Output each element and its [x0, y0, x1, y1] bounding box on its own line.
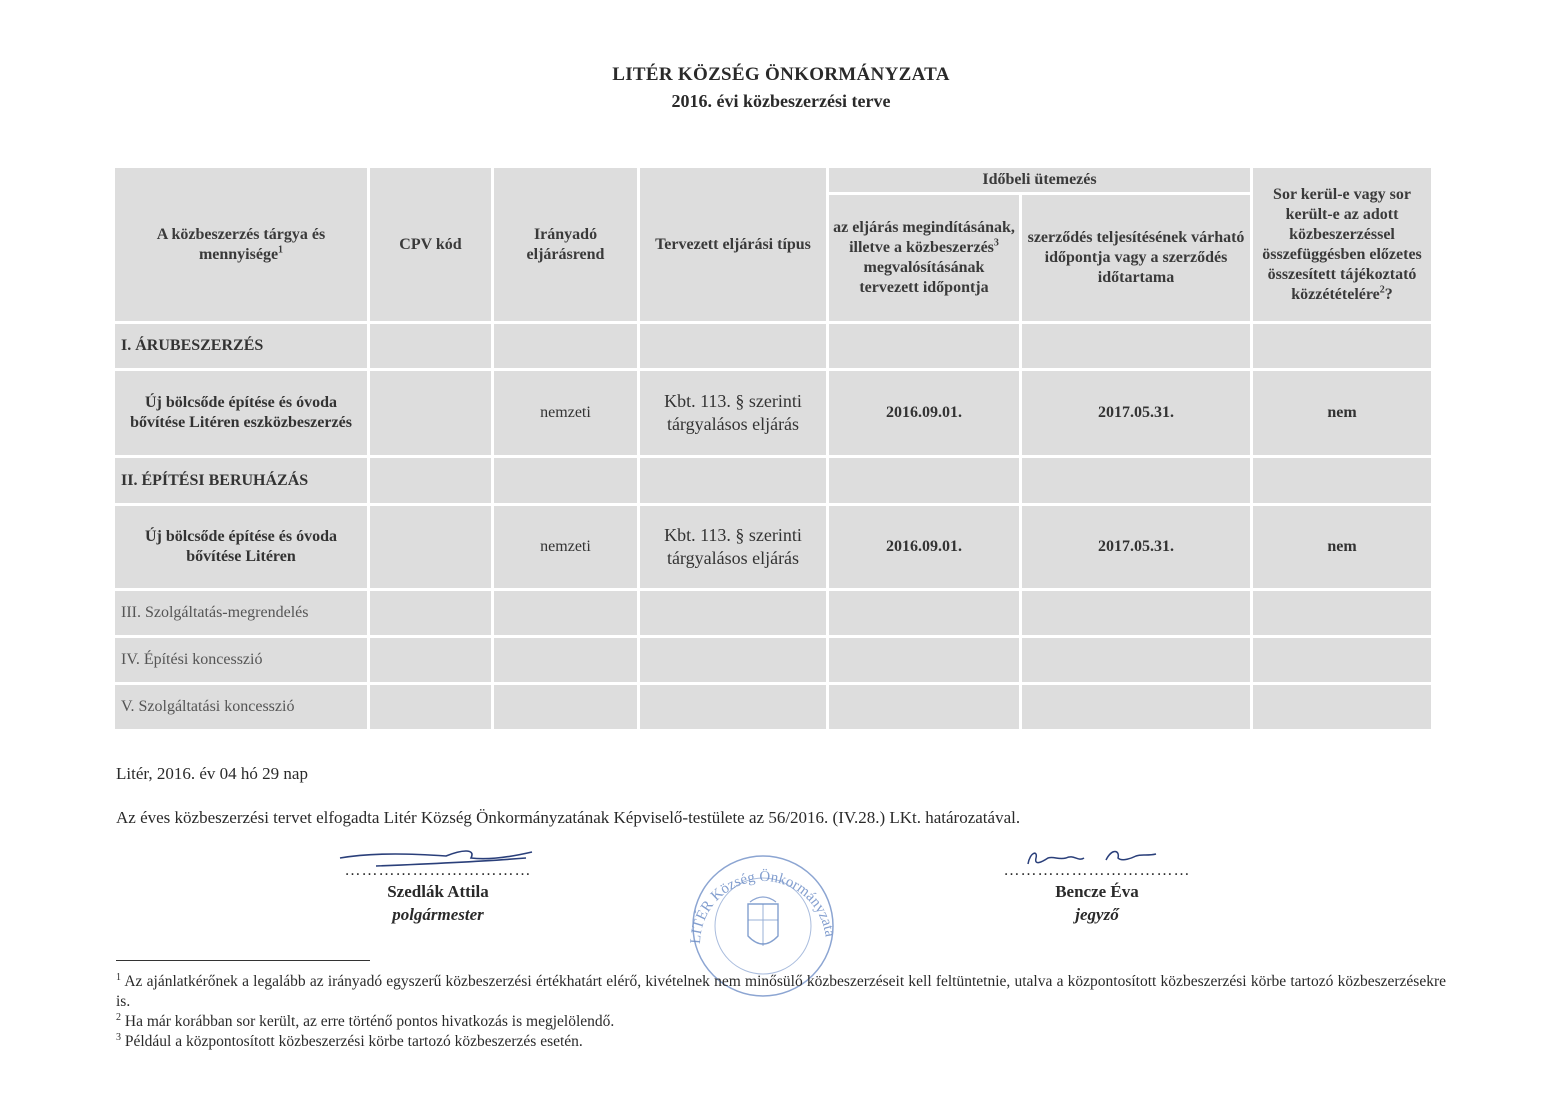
section-works-concession: IV. Építési koncesszió: [115, 638, 367, 682]
document-title: LITÉR KÖZSÉG ÖNKORMÁNYZATA: [612, 64, 950, 85]
row2-type: Kbt. 113. § szerinti tárgyalásos eljárás: [640, 506, 826, 588]
place-date: Litér, 2016. év 04 hó 29 nap: [116, 764, 308, 783]
handwritten-signature-notary: [1022, 844, 1172, 870]
section-row: [115, 324, 1431, 368]
footnote-divider: [116, 960, 370, 961]
section-goods: I. ÁRUBESZERZÉS: [115, 324, 367, 368]
row1-type: Kbt. 113. § szerinti tárgyalásos eljárás: [640, 371, 826, 455]
header-cpv: CPV kód: [370, 168, 491, 321]
signature-block-notary: [972, 850, 1222, 926]
header-subject: A közbeszerzés tárgya és mennyisége$^1$: [115, 168, 367, 321]
section-row: [115, 685, 1431, 729]
row1-start: 2016.09.01.: [829, 371, 1019, 455]
row2-subject: Új bölcsőde építése és óvoda bővítése Litéren: [115, 506, 367, 588]
row2-regime: nemzeti: [494, 506, 637, 588]
header-end: szerződés teljesítésének várható időpontja vagy a szerződés időtartama: [1022, 195, 1250, 321]
footnotes: [116, 972, 1446, 1052]
section-construction: II. ÉPÍTÉSI BERUHÁZÁS: [115, 458, 367, 503]
footnote-1: $^1$ Az ajánlatkérőnek a legalább az irányadó egyszerű közbeszerzési értékhatárt elérő, kivételnek nem minősülő közbeszerzéseit kell feltüntetnie, utalva a központosított közbeszerzési körbe tartozó közbeszerzésekre is.: [116, 971, 1446, 1010]
signer-name-mayor: Szedlák Attila: [387, 882, 489, 901]
row2-start: 2016.09.01.: [829, 506, 1019, 588]
section-row: [115, 591, 1431, 635]
header-start: az eljárás megindításának, illetve a közbeszerzés$^3$ megvalósításának tervezett időpontja: [829, 195, 1019, 321]
footnote-2: $^2$ Ha már korábban sor került, az erre történő pontos hivatkozás is megjelölendő.: [116, 1011, 615, 1030]
section-services: III. Szolgáltatás-megrendelés: [115, 591, 367, 635]
section-service-concession: V. Szolgáltatási koncesszió: [115, 685, 367, 729]
header-schedule: Időbeli ütemezés: [829, 168, 1250, 192]
table-row: [115, 506, 1431, 588]
handwritten-signature-mayor: [336, 846, 536, 872]
header-type: Tervezett eljárási típus: [640, 168, 826, 321]
procurement-plan-table: [112, 165, 1434, 732]
row1-cpv: [370, 371, 491, 455]
row1-subject: Új bölcsőde építése és óvoda bővítése Litéren eszközbeszerzés: [115, 371, 367, 455]
row1-end: 2017.05.31.: [1022, 371, 1250, 455]
header-notice: Sor kerül-e vagy sor került-e az adott közbeszerzéssel összefüggésben előzetes összesített tájékoztató közzétételére$^2$?: [1253, 168, 1431, 321]
row1-regime: nemzeti: [494, 371, 637, 455]
table-row: [115, 371, 1431, 455]
row1-notice: nem: [1253, 371, 1431, 455]
footnote-3: $^3$ Például a központosított közbeszerzési körbe tartozó közbeszerzés esetén.: [116, 1031, 583, 1050]
signature-line-notary: ……………………………: [1003, 862, 1191, 879]
document-header: [0, 62, 1562, 114]
row2-end: 2017.05.31.: [1022, 506, 1250, 588]
svg-text:LITÉR Község Önkormányzata: LITÉR Község Önkormányzata: [687, 868, 838, 945]
signature-line-mayor: ……………………………: [344, 862, 532, 879]
document-subtitle: 2016. évi közbeszerzési terve: [671, 91, 891, 111]
approval-statement: Az éves közbeszerzési tervet elfogadta Litér Község Önkormányzatának Képviselő-testülete az 56/2016. (IV.28.) LKt. határozatával.: [116, 808, 1021, 827]
section-row: [115, 458, 1431, 503]
signer-role-notary: jegyző: [1075, 905, 1119, 924]
signature-block-mayor: [318, 850, 558, 926]
header-regime: Irányadó eljárásrend: [494, 168, 637, 321]
row2-cpv: [370, 506, 491, 588]
signer-name-notary: Bencze Éva: [1055, 882, 1139, 901]
row2-notice: nem: [1253, 506, 1431, 588]
section-row: [115, 638, 1431, 682]
signer-role-mayor: polgármester: [392, 905, 484, 924]
